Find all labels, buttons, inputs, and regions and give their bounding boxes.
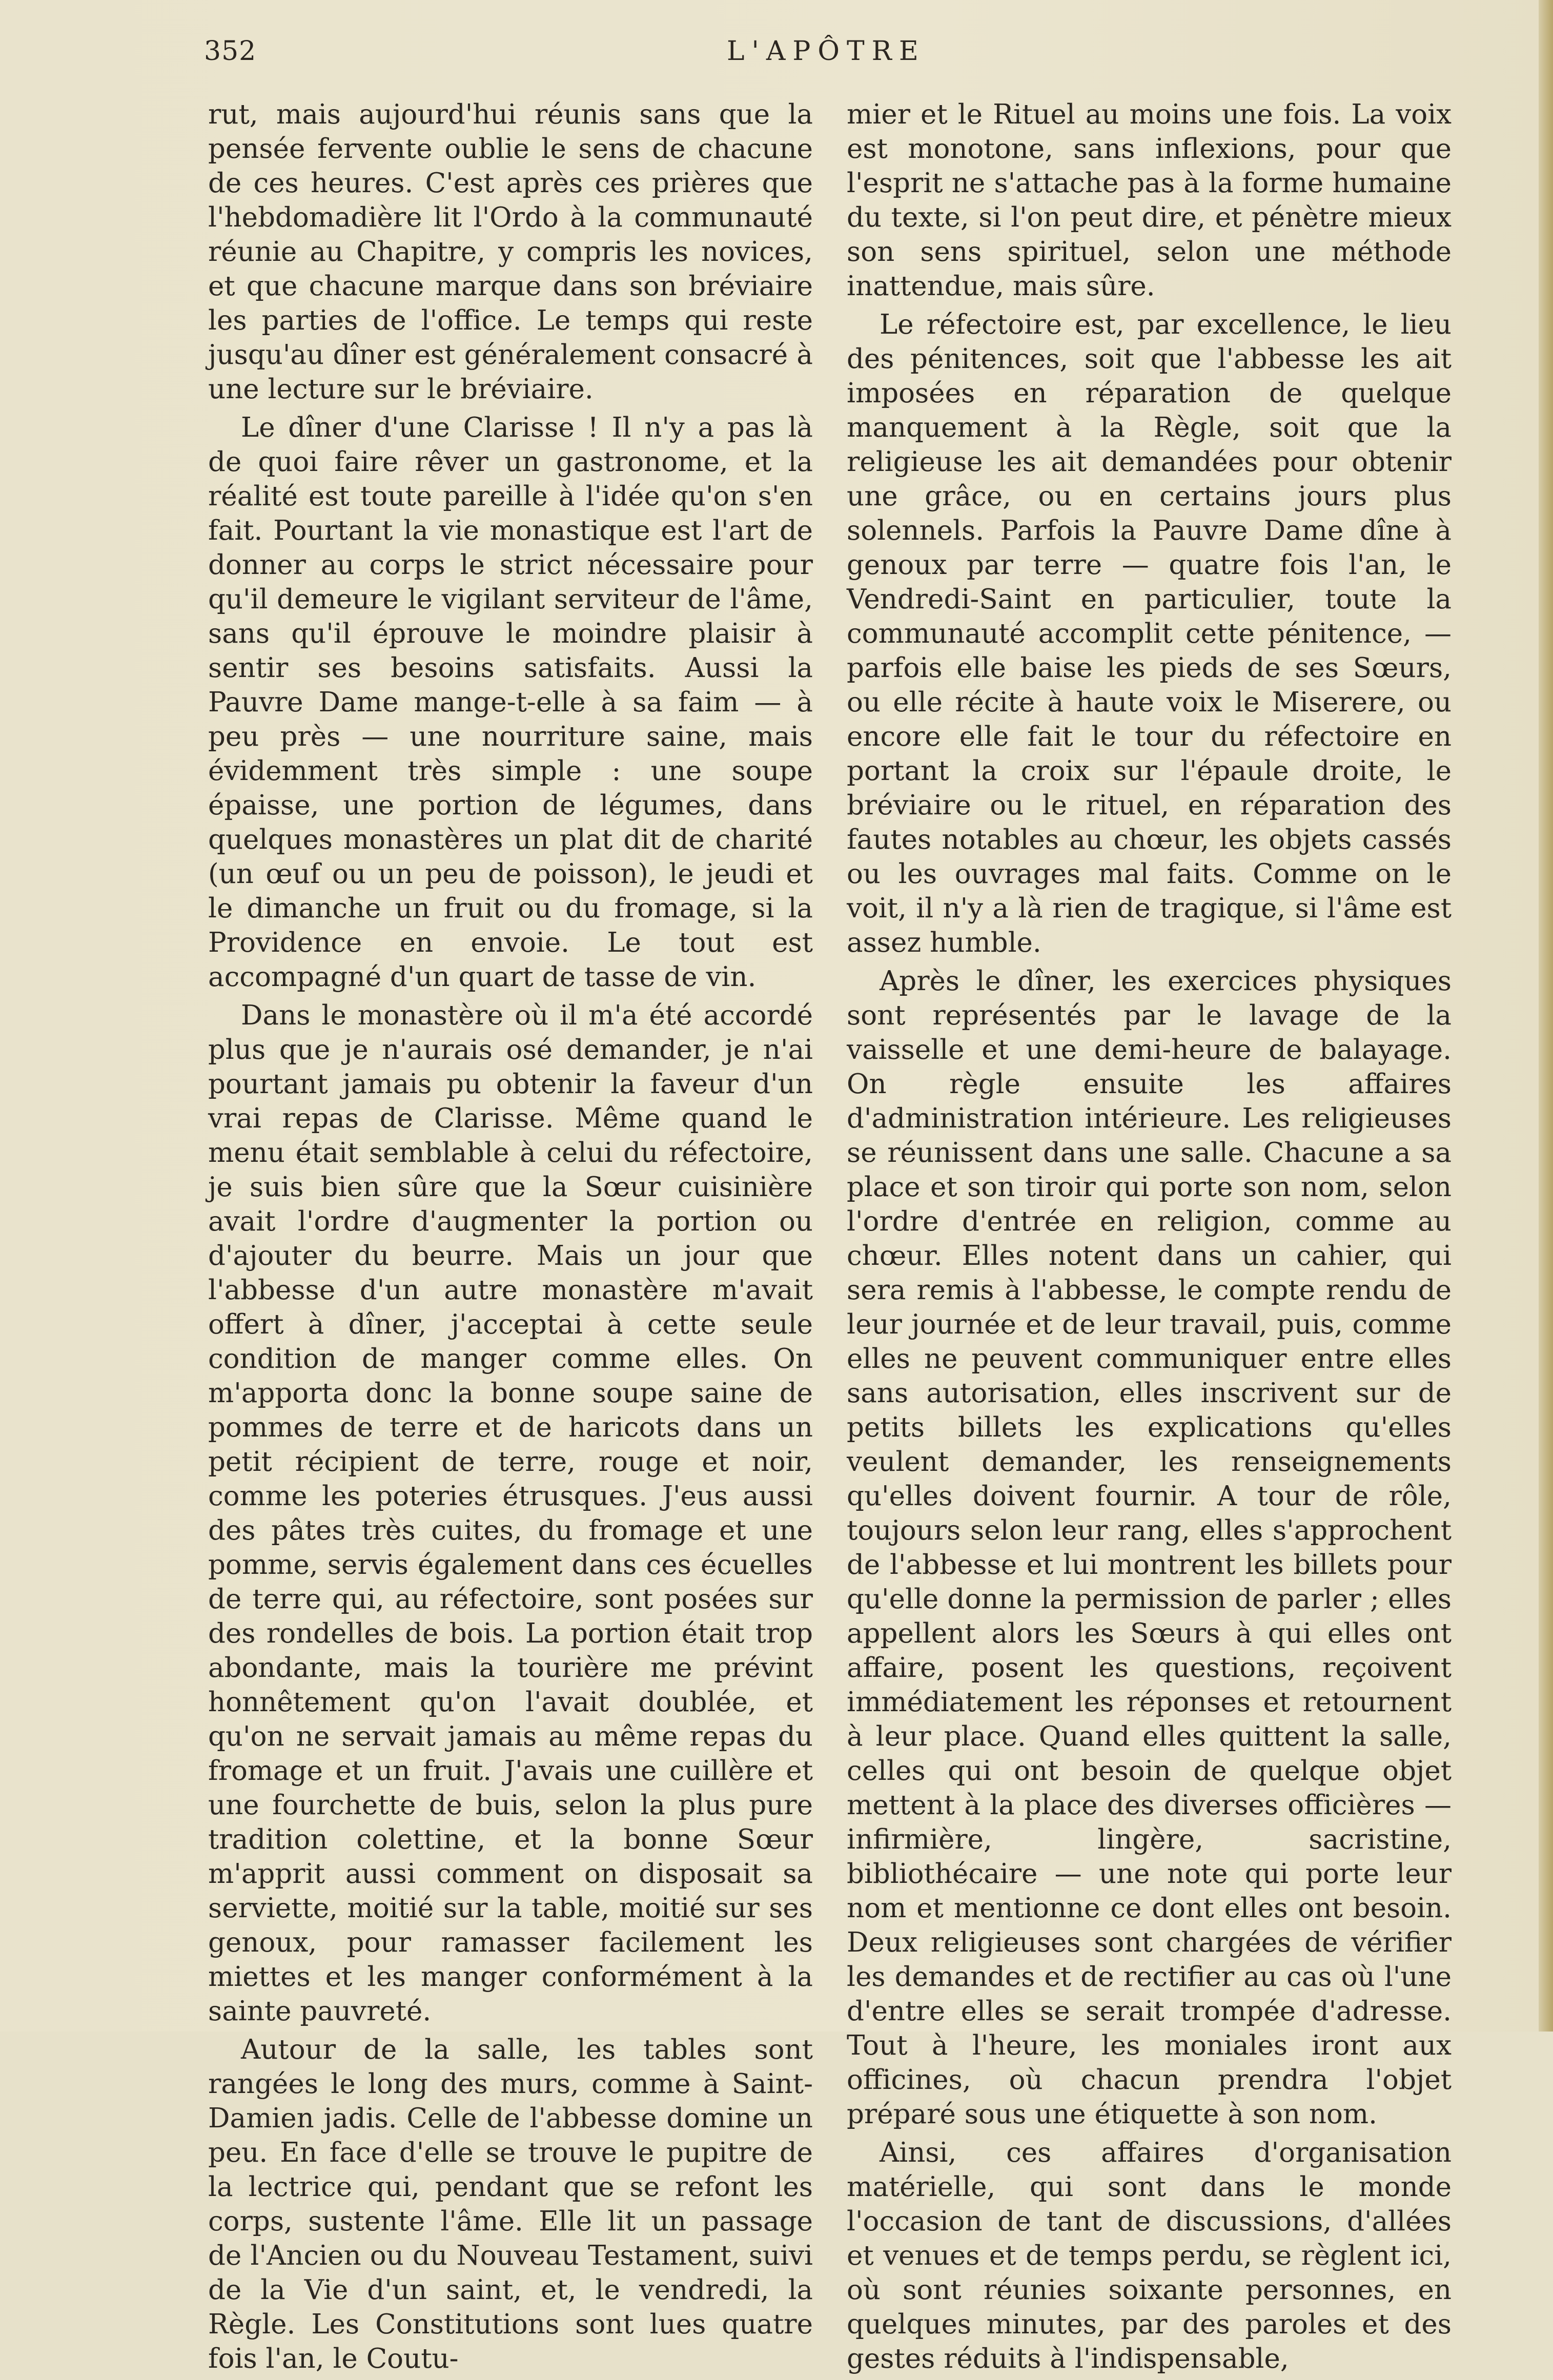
left-column	[208, 97, 813, 2380]
page-number: 352	[204, 36, 257, 67]
page-header	[204, 36, 947, 77]
paragraph: Après le dîner, les exercices physiques sont représentés par le lavage de la vaisselle et une demi-heure de balayage. On règle ensuite les affaires d'administration intérieure. Les religieuses se réunissent dans une salle. Chacune a sa place et son tiroir qui porte son nom, selon l'ordre d'entrée en religion, comme au chœur. Elles notent dans un cahier, qui sera remis à l'abbesse, le compte rendu de leur journée et de leur travail, puis, comme elles ne peuvent communiquer entre elles sans autorisation, elles inscrivent sur de petits billets les explications qu'elles veulent demander, les renseignements qu'elles doivent fournir. A tour de rôle, toujours selon leur rang, elles s'approchent de l'abbesse et lui montrent les billets pour qu'elle donne la permission de parler ; elles appellent alors les Sœurs à qui elles ont affaire, posent les questions, reçoivent immédiatement les réponses et retournent à leur place. Quand elles quittent la salle, celles qui ont besoin de quelque objet mettent à la place des diverses officières — infirmière, lingère, sacristine, bibliothécaire — une note qui porte leur nom et mentionne ce dont elles ont besoin. Deux religieuses sont chargées de vérifier les demandes et de rectifier au cas où l'une d'entre elles se serait trompée d'adresse. Tout à l'heure, les moniales iront aux officines, où chacun prendra l'objet préparé sous une étiquette à son nom.	[847, 966, 1452, 2130]
paragraph: Le dîner d'une Clarisse ! Il n'y a pas là de quoi faire rêver un gastronome, et la réalité est toute pareille à l'idée qu'on s'en fait. Pourtant la vie monastique est l'art de donner au corps le strict nécessaire pour qu'il demeure le vigilant serviteur de l'âme, sans qu'il éprouve le moindre plaisir à sentir ses besoins satisfaits. Aussi la Pauvre Dame mange-t-elle à sa faim — à peu près — une nourriture saine, mais évidemment très simple : une soupe épaisse, une portion de légumes, dans quelques monastères un plat dit de charité (un œuf ou un peu de poisson), le jeudi et le dimanche un fruit ou du fromage, si la Providence en envoie. Le tout est accompagné d'un quart de tasse de vin.	[208, 412, 813, 993]
running-title: L'APÔTRE	[727, 36, 926, 67]
paragraph: rut, mais aujourd'hui réunis sans que la pensée fervente oublie le sens de chacune de ces heures. C'est après ces prières que l'hebdomadière lit l'Ordo à la communauté réunie au Chapitre, y compris les novices, et que chacune marque dans son bréviaire les parties de l'office. Le temps qui reste jusqu'au dîner est généralement consacré à une lecture sur le bréviaire.	[208, 99, 813, 405]
paragraph: Dans le monastère où il m'a été accordé plus que je n'aurais osé demander, je n'ai pourtant jamais pu obtenir la faveur d'un vrai repas de Clarisse. Même quand le menu était semblable à celui du réfectoire, je suis bien sûre que la Sœur cuisinière avait l'ordre d'augmenter la portion ou d'ajouter du beurre. Mais un jour que l'abbesse d'un autre monastère m'avait offert à dîner, j'acceptai à cette seule condition de manger comme elles. On m'apporta donc la bonne soupe saine de pommes de terre et de haricots dans un petit récipient de terre, rouge et noir, comme les poteries étrusques. J'eus aussi des pâtes très cuites, du fromage et une pomme, servis également dans ces écuelles de terre qui, au réfectoire, sont posées sur des rondelles de bois. La portion était trop abondante, mais la tourière me prévint honnêtement qu'on l'avait doublée, et qu'on ne servait jamais au même repas du fromage et un fruit. J'avais une cuillère et une fourchette de buis, selon la plus pure tradition colettine, et la bonne Sœur m'apprit aussi comment on disposait sa serviette, moitié sur la table, moitié sur ses genoux, pour ramasser facilement les miettes et les manger conformément à la sainte pauvreté.	[208, 1000, 813, 2027]
right-column	[847, 97, 1452, 2380]
paragraph: Ainsi, ces affaires d'organisation matérielle, qui sont dans le monde l'occasion de tant de discussions, d'allées et venues et de temps perdu, se règlent ici, où sont réunies soixante personnes, en quelques minutes, par des paroles et des gestes réduits à l'indispensable,	[847, 2137, 1452, 2374]
paragraph: mier et le Rituel au moins une fois. La voix est monotone, sans inflexions, pour que l'esprit ne s'attache pas à la forme humaine du texte, si l'on peut dire, et pénètre mieux son sens spirituel, selon une méthode inattendue, mais sûre.	[847, 99, 1452, 302]
page-edge	[1539, 0, 1553, 2032]
paragraph: Autour de la salle, les tables sont rangées le long des murs, comme à Saint-Damien jadis. Celle de l'abbesse domine un peu. En face d'elle se trouve le pupitre de la lectrice qui, pendant que se refont les corps, sustente l'âme. Elle lit un passage de l'Ancien ou du Nouveau Testament, suivi de la Vie d'un saint, et, le vendredi, la Règle. Les Constitutions sont lues quatre fois l'an, le Coutu-	[208, 2034, 813, 2374]
paragraph: Le réfectoire est, par excellence, le lieu des pénitences, soit que l'abbesse les ait imposées en réparation de quelque manquement à la Règle, soit que la religieuse les ait demandées pour obtenir une grâce, ou en certains jours plus solennels. Parfois la Pauvre Dame dîne à genoux par terre — quatre fois l'an, le Vendredi-Saint en particulier, toute la communauté accomplit cette pénitence, — parfois elle baise les pieds de ses Sœurs, ou elle récite à haute voix le Miserere, ou encore elle fait le tour du réfectoire en portant la croix sur l'épaule droite, le bréviaire ou le rituel, en réparation des fautes notables au chœur, les objets cassés ou les ouvrages mal faits. Comme on le voit, il n'y a là rien de tragique, si l'âme est assez humble.	[847, 309, 1452, 958]
